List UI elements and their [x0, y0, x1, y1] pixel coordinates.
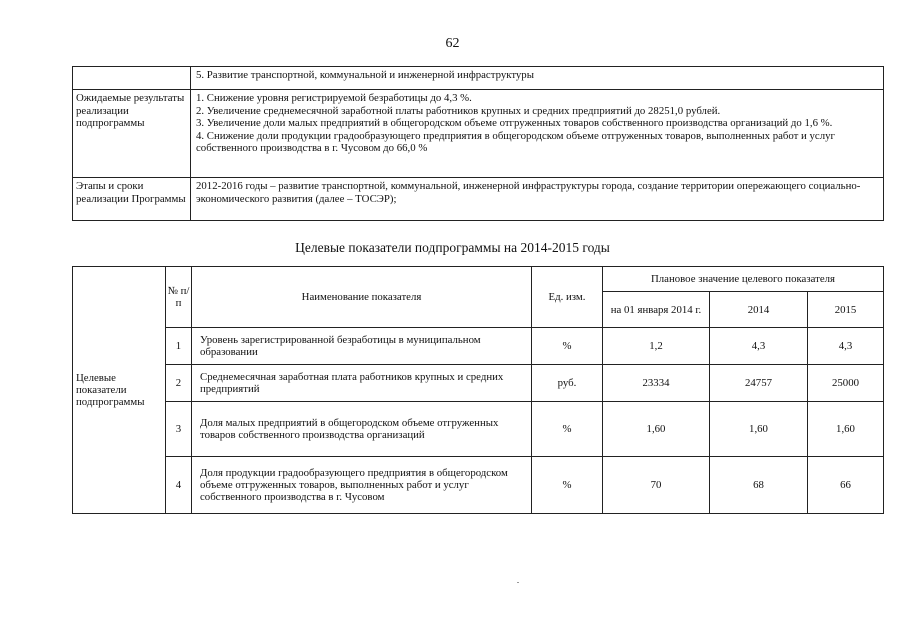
row-2015: 66 [808, 457, 884, 514]
row-base: 1,2 [603, 328, 710, 365]
info-row-infrastructure [73, 67, 884, 90]
info-row-label: Ожидаемые результаты реализации подпрограммы [73, 90, 191, 178]
row-num: 1 [166, 328, 192, 365]
row-unit: руб. [532, 365, 603, 402]
info-row-label [73, 67, 191, 90]
row-unit: % [532, 457, 603, 514]
page-number: 62 [445, 36, 460, 51]
scan-speck [517, 582, 519, 583]
table-row [73, 328, 884, 365]
col-header-base: на 01 января 2014 г. [603, 292, 710, 328]
info-line: 2. Увеличение среднемесячной заработной платы работников крупных и средних предприятий до 28251,0 рублей. [196, 104, 721, 117]
row-name: Доля малых предприятий в общегородском объеме отгруженных товаров собственного производства организаций [192, 402, 532, 457]
row-num: 2 [166, 365, 192, 402]
row-base: 70 [603, 457, 710, 514]
col-header-2014: 2014 [710, 292, 808, 328]
info-row-expected-results [73, 90, 884, 178]
info-row-value [191, 178, 884, 221]
info-line: 2012-2016 годы – развитие транспортной, коммунальной, инженерной инфраструктуры города, создание территории опережающего социально-экономического развития (далее – ТОСЭР); [196, 180, 861, 205]
header-row [73, 267, 884, 292]
row-2014: 24757 [710, 365, 808, 402]
row-2014: 68 [710, 457, 808, 514]
info-row-value [191, 67, 884, 90]
row-num: 4 [166, 457, 192, 514]
section-title: Целевые показатели подпрограммы на 2014-2015 годы [295, 240, 610, 255]
row-name: Среднемесячная заработная плата работников крупных и средних предприятий [192, 365, 532, 402]
row-name: Уровень зарегистрированной безработицы в муниципальном образовании [192, 328, 532, 365]
info-line: 5. Развитие транспортной, коммунальной и инженерной инфраструктуры [196, 69, 534, 81]
row-2015: 25000 [808, 365, 884, 402]
indicators-table [72, 266, 884, 514]
col-header-unit: Ед. изм. [532, 267, 603, 328]
row-unit: % [532, 402, 603, 457]
row-2014: 4,3 [710, 328, 808, 365]
row-num: 3 [166, 402, 192, 457]
info-line: 1. Снижение уровня регистрируемой безработицы до 4,3 %. [196, 92, 472, 104]
col-header-name: Наименование показателя [192, 267, 532, 328]
row-base: 23334 [603, 365, 710, 402]
row-base: 1,60 [603, 402, 710, 457]
info-line: 3. Увеличение доли малых предприятий в общегородском объеме отгруженных товаров собственного производства организаций до 1,6 %. [196, 117, 833, 130]
program-info-table [72, 66, 884, 221]
info-row-stages [73, 178, 884, 221]
col-header-num: № п/п [166, 267, 192, 328]
row-2015: 4,3 [808, 328, 884, 365]
row-2015: 1,60 [808, 402, 884, 457]
info-row-value [191, 90, 884, 178]
info-line: 4. Снижение доли продукции градообразующего предприятия в общегородском объеме отгруженных товаров, выполненных работ и услуг собственного производства в г. Чусовом до 66,0 % [196, 129, 835, 155]
info-row-label: Этапы и сроки реализации Программы [73, 178, 191, 221]
table-row [73, 402, 884, 457]
table-row [73, 457, 884, 514]
side-label: Целевые показатели подпрограммы [73, 267, 166, 514]
col-header-2015: 2015 [808, 292, 884, 328]
row-name: Доля продукции градообразующего предприятия в общегородском объеме отгруженных товаров, выполненных работ и услуг собственного производства в г. Чусовом [192, 457, 532, 514]
row-unit: % [532, 328, 603, 365]
col-header-plan: Плановое значение целевого показателя [603, 267, 884, 292]
table-row [73, 365, 884, 402]
row-2014: 1,60 [710, 402, 808, 457]
